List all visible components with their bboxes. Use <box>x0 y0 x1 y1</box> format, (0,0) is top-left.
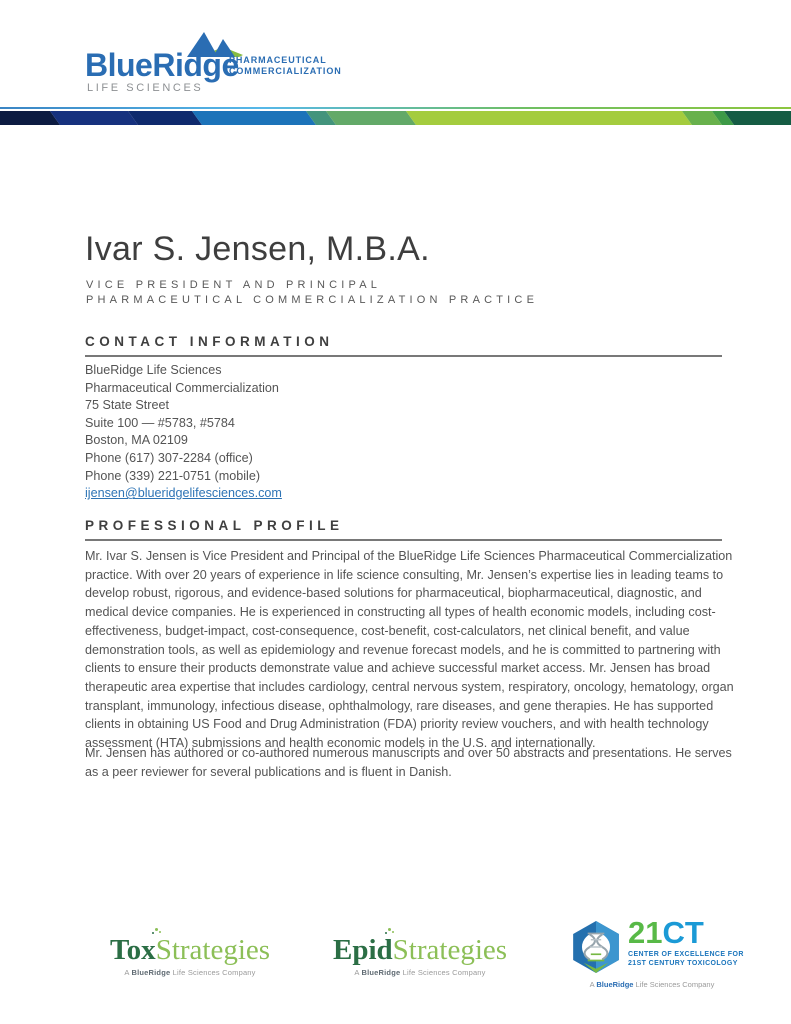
brand-name: BlueRidge <box>85 47 239 83</box>
epid-dots-icon <box>385 928 395 936</box>
ct-logo-tagline: A BlueRidge Life Sciences Company <box>589 980 715 989</box>
header-brand <box>85 28 505 98</box>
ct-logo-lines: CENTER OF EXCELLENCE FOR 21ST CENTURY TOXICOLOGY <box>628 951 744 967</box>
gradient-rule <box>0 107 791 109</box>
dna-hexagon-icon <box>572 920 620 979</box>
contact-line-street: 75 State Street <box>85 398 170 413</box>
brand-tagline <box>229 55 342 77</box>
profile-section-heading: PROFESSIONAL PROFILE <box>85 518 722 541</box>
person-title <box>86 278 538 307</box>
epid-logo-tagline: A BlueRidge Life Sciences Company <box>354 968 486 977</box>
contact-line-suite: Suite 100 — #5783, #5784 <box>85 415 235 430</box>
footer-logos <box>0 915 791 1008</box>
profile-paragraph-1: Mr. Ivar S. Jensen is Vice President and Principal of the BlueRidge Life Sciences Pharmaceutical Commercialization practice. With over 20 years of experience in life science consulting, Mr. Jensen’s expertise lies in leading teams to develop robust, rigorous, and evidence-based solutions for pharmaceutical, biopharmaceutical, diagnostic, and medical device companies. He is experienced in constructing all types of health economic models, including cost-effectiveness, budget-impact, cost-consequence, cost-benefit, cost-calculators, net clinical benefit, and value demonstration tools, as well as epidemiology and revenue forecast models, and he is committed to partnering with clients to ensure their products demonstrate value and achieve successful market access. Mr. Jensen has broad therapeutic area expertise that includes cardiology, central nervous system, respiratory, oncology, hematology, organ transplant, immunology, infectious disease, ophthalmology, rare diseases, and gene therapies. He has supported clients in obtaining US Food and Drug Administration (FDA) priority review vouchers, and with health technology assessment (HTA) submissions and health economic models in the U.S. and internationally. <box>85 549 734 751</box>
contact-line-company: BlueRidge Life Sciences <box>85 363 222 377</box>
tox-dots-icon <box>152 928 162 936</box>
tox-logo-tagline: A BlueRidge Life Sciences Company <box>124 968 256 977</box>
contact-line-city: Boston, MA 02109 <box>85 433 188 448</box>
color-bar <box>0 111 791 125</box>
brand-tagline-line1: PHARMACEUTICAL <box>229 55 327 65</box>
ct-logo-letters: CT <box>662 915 704 950</box>
person-title-line1: VICE PRESIDENT AND PRINCIPAL <box>86 279 382 291</box>
contact-line-phone-office: Phone (617) 307-2284 (office) <box>85 450 253 465</box>
person-title-line2: PHARMACEUTICAL COMMERCIALIZATION PRACTICE <box>86 293 539 306</box>
email-link[interactable]: ijensen@blueridgelifesciences.com <box>85 486 282 501</box>
brand-subtitle: LIFE SCIENCES <box>87 82 204 94</box>
brand-tagline-line2: COMMERCIALIZATION <box>229 66 342 76</box>
ct-logo-number: 21 <box>628 915 663 950</box>
profile-paragraph-2: Mr. Jensen has authored or co-authored numerous manuscripts and over 50 abstracts and presentations. He serves as a peer reviewer for several publications and is fluent in Danish. <box>85 746 732 779</box>
toxstrategies-logo <box>110 934 270 977</box>
contact-block <box>85 362 282 503</box>
tox-logo-part1: Tox <box>110 934 156 966</box>
epid-logo-part2: Strategies <box>392 934 508 966</box>
tox-logo-part2: Strategies <box>155 934 271 966</box>
contact-section-heading: CONTACT INFORMATION <box>85 334 722 357</box>
epid-logo-part1: Epid <box>333 934 393 966</box>
page-title: Ivar S. Jensen, M.B.A. <box>85 230 430 268</box>
epidstrategies-logo <box>333 934 507 977</box>
contact-line-phone-mobile: Phone (339) 221-0751 (mobile) <box>85 468 261 483</box>
contact-line-division: Pharmaceutical Commercialization <box>85 380 279 395</box>
